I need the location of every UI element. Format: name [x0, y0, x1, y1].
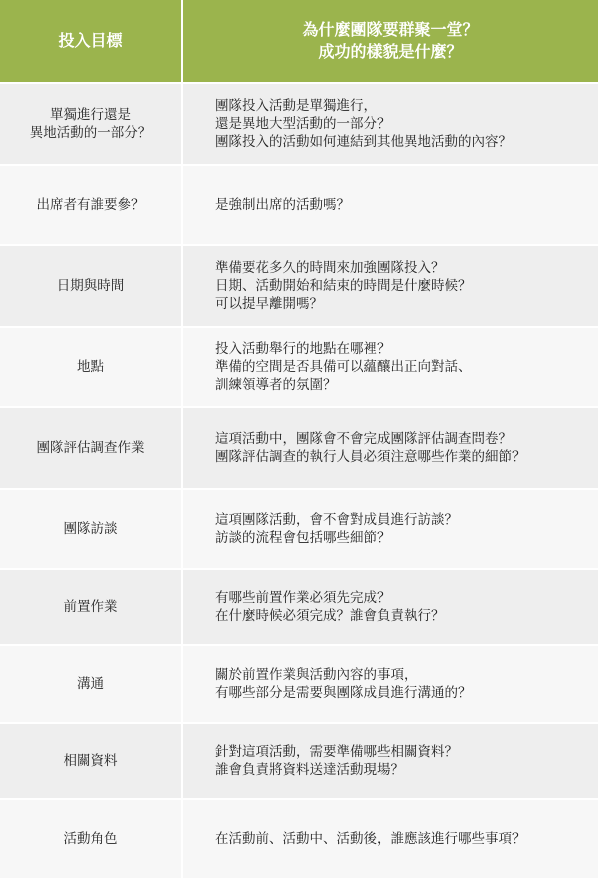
- goal-cell: 日期與時間: [0, 245, 182, 327]
- header-row: [0, 0, 599, 83]
- goal-cell: 團隊訪談: [0, 489, 182, 569]
- table-row: [0, 165, 599, 245]
- goal-cell: 團隊評估調查作業: [0, 407, 182, 489]
- goal-cell: 活動角色: [0, 799, 182, 879]
- why-cell: 關於前置作業與活動內容的事項， 有哪些部分是需要與團隊成員進行溝通的？: [182, 645, 599, 723]
- why-cell: 這項活動中，團隊會不會完成團隊評估調查問卷？ 團隊評估調查的執行人員必須注意哪些作業的細節？: [182, 407, 599, 489]
- header-why: [182, 0, 599, 83]
- goal-cell: 出席者有誰要參？: [0, 165, 182, 245]
- goal-cell: 單獨進行還是 異地活動的一部分？: [0, 83, 182, 165]
- header-why-line-1: 為什麼團隊要群聚一堂？: [302, 20, 479, 39]
- why-cell: 是強制出席的活動嗎？: [182, 165, 599, 245]
- table-row: [0, 83, 599, 165]
- why-cell: 投入活動舉行的地點在哪裡？ 準備的空間是否具備可以蘊釀出正向對話、 訓練領導者的氛圍？: [182, 327, 599, 407]
- table-row: [0, 799, 599, 879]
- why-cell: 準備要花多久的時間來加強團隊投入？ 日期、活動開始和結束的時間是什麼時候？ 可以提早離開嗎？: [182, 245, 599, 327]
- why-cell: 這項團隊活動，會不會對成員進行訪談？ 訪談的流程會包括哪些細節？: [182, 489, 599, 569]
- why-cell: 有哪些前置作業必須先完成？ 在什麼時候必須完成？誰會負責執行？: [182, 569, 599, 645]
- table-row: [0, 327, 599, 407]
- goal-cell: 前置作業: [0, 569, 182, 645]
- goal-cell: 相關資料: [0, 723, 182, 799]
- why-cell: 針對這項活動，需要準備哪些相關資料？ 誰會負責將資料送達活動現場？: [182, 723, 599, 799]
- header-why-line-2: 成功的樣貌是什麼？: [318, 42, 463, 61]
- header-goal: 投入目標: [0, 0, 182, 83]
- why-cell: 在活動前、活動中、活動後，誰應該進行哪些事項？: [182, 799, 599, 879]
- table-row: [0, 407, 599, 489]
- table-row: [0, 723, 599, 799]
- goal-cell: 地點: [0, 327, 182, 407]
- why-cell: 團隊投入活動是單獨進行， 還是異地大型活動的一部分？ 團隊投入的活動如何連結到其他異地活動的內容？: [182, 83, 599, 165]
- table-row: [0, 645, 599, 723]
- goal-cell: 溝通: [0, 645, 182, 723]
- table-row: [0, 569, 599, 645]
- table-row: [0, 245, 599, 327]
- table-row: [0, 489, 599, 569]
